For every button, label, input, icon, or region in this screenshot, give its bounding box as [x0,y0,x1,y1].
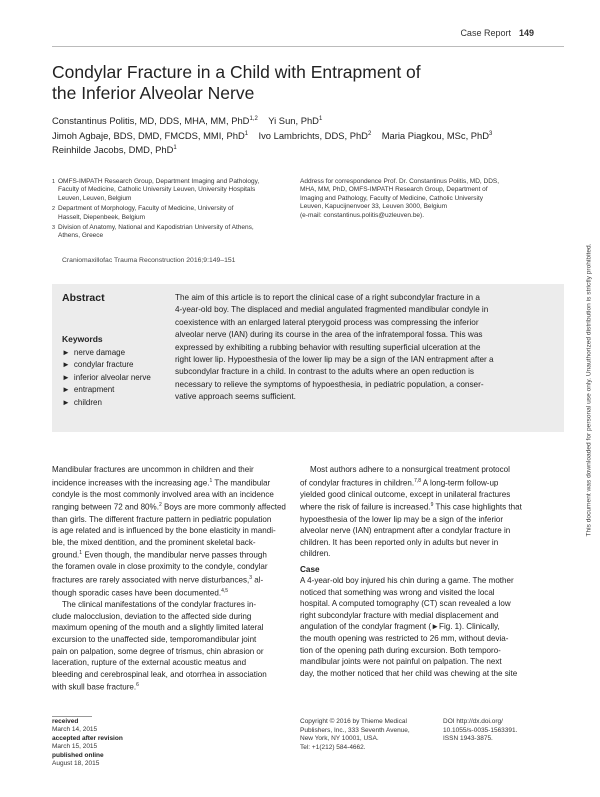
download-notice: This document was downloaded for personal use only. Unauthorized distribution is strictly prohibited. [585,243,593,537]
citation-ref: 9 [430,502,434,509]
arrow-right-icon: ► [62,385,70,395]
author-name: Yi Sun, PhD [268,115,319,127]
header-divider [52,46,564,47]
arrow-right-icon: ► [62,397,70,407]
running-header [460,28,534,38]
keyword-item: ► entrapment [62,385,115,395]
citation-ref: 1 [209,477,213,484]
arrow-right-icon: ► [62,360,70,370]
author-affil: 1 [318,116,323,122]
author-affil: 1 [244,130,249,137]
author-name: Maria Piagkou, MSc, PhD [381,129,490,141]
author-name: Jimoh Agbaje, BDS, DMD, FMCDS, MMI, PhD [52,129,245,141]
correspondence-address: Address for correspondence Prof. Dr. Constantinus Politis, MD, DDS, MHA, MM, PhD, OMFS-IMPATH Research Group, Department of Imaging and Pathology, Faculty of Medicine, Catholic University Leuven, Kapucijnenvoer 33, Leuven 3000, Belgium (e-mail: constantinus.politis@uzleuven.be). [300,178,500,219]
title-line-2: the Inferior Alveolar Nerve [52,83,255,103]
citation-ref: 1 [79,550,83,557]
author-list [52,113,562,157]
section-label: Case Report [460,28,511,38]
keyword-list [62,347,151,409]
journal-citation: Craniomaxillofac Trauma Reconstruction 2016;9:149–151 [62,257,236,264]
paragraph: Mandibular fractures are uncommon in children and their incidence increases with the increasing age.$^1$ The mandibular condyle is the most commonly involved area with an incidence ranging between 72 and 80%.$^2$ Boys are more commonly affected than girls. The different fracture pattern in pediatric population is age related and is influenced by the bone elasticity in mandi- ble, the mixed dentition, and the prominent skeletal back- ground.$^1$ Even though, the mandibular nerve passes through the foramen ovale in close proximity to the condyle, condylar fractures are rarely associated with nerve disturbances,$^3$ al- though sporadic cases have been documented.$^{4,5}$ [52,465,286,598]
footer-divider [52,716,92,717]
body-column-right [300,464,562,679]
case-heading: Case [300,564,320,574]
author-line-2 [52,128,562,143]
abstract-heading: Abstract [62,292,105,304]
author-name: Constantinus Politis, MD, DDS, MHA, MM, PhD [52,115,250,127]
citation-ref: 2 [158,502,162,509]
author-affil: 1 [173,145,177,152]
affiliation-1: 1 OMFS-IMPATH Research Group, Department Imaging and Pathology, Faculty of Medicine, Catholic University Leuven, University Hospitals Leuven, Leuven, Belgium [52,178,260,202]
affiliations [52,178,287,243]
arrow-right-icon: ► [62,348,70,357]
author-name: Ivo Lambrichts, DDS, PhD [258,129,368,141]
citation-ref: 6 [136,682,139,689]
affiliation-3: 3 Division of Anatomy, National and Kapodistrian University of Athens, Athens, Greece [52,224,254,240]
keyword-item: ► condylar fracture [62,360,134,370]
article-dates: received March 14, 2015 accepted after revision March 15, 2015 published online August 18, 2015 [52,718,123,768]
paragraph: Most authors adhere to a nonsurgical treatment protocol of condylar fractures in children.$^{7,8}$ A long-term follow-up yielded good clinical outcome, except in unilateral fractures where the risk of failure is increased.$^9$ This case highlights that hypoesthesia of the lower lip may be a sign of the inferior alveolar nerve (IAN) entrapment after a condylar fracture in children. It has been reported only in adults but never in children. [300,465,522,559]
author-affil: 2 [367,130,372,137]
citation-ref: 3 [249,574,253,581]
keyword-item: ► nerve damage [62,348,126,357]
publisher-info: Copyright © 2016 by Thieme Medical Publishers, Inc., 333 Seventh Avenue, New York, NY 10001, USA. Tel: +1(212) 584-4662. [300,718,410,751]
author-affil: 3 [489,130,493,137]
abstract-text: The aim of this article is to report the clinical case of a right subcondylar fracture in a 4-year-old boy. The displaced and medial angulated fragmented mandibular condyle in coexistence with an enlarged lateral pterygoid process was compressing the inferior alveolar nerve (IAN) during its course in the area of the infratemporal fossa. This was expressed by exhibiting a rubbing behavior with resulting superficial ulceration at the right lower lip. Hypoesthesia of the lower lip may be a sign of the IAN entrapment after a subcondylar fracture in a child. In contrast to the adults where an open reduction is necessary to relieve the symptoms of hypoesthesia, in pediatric population, a conser- vative approach seems sufficient. [175,293,494,402]
paragraph: The clinical manifestations of the condylar fractures in- clude malocclusion, deviation to the affected side during maximum opening of the mouth and a slightly limited lateral excursion to the unaffected side, temporomandibular joint pain on palpation, some degree of trismus, chin abrasion or laceration, rupture of the external acoustic meatus and bleeding and cerebrospinal leak, and otorrhea in association with skull base fracture.$^6$ [52,600,267,692]
keyword-item: ► children [62,397,102,407]
page-number: 149 [518,28,534,38]
author-name: Reinhilde Jacobs, DMD, PhD [52,144,174,156]
keywords-heading: Keywords [62,334,103,344]
author-line-1 [52,113,562,128]
author-affil: 1,2 [249,116,258,122]
paragraph: A 4-year-old boy injured his chin during a game. The mother noticed that something was wrong and visited the local hospital. A computed tomography (CT) scan revealed a low right subcondylar fracture with medial displacement and angulation of the condylar fragment (►Fig. 1). Clinically, the mouth opening was restricted to 26 mm, without devia- tion of the opening path during excursion. Both temporo- mandibular joints were not painful on palpation. The next day, the mother noticed that her child was chewing at the site [300,576,518,678]
citation-ref: 4,5 [221,588,229,595]
keyword-item: ► inferior alveolar nerve [62,372,151,382]
body-column-left [52,464,290,693]
affiliation-2: 2 Department of Morphology, Faculty of Medicine, University of Hasselt, Diepenbeek, Belgium [52,205,234,221]
arrow-right-icon: ► [62,372,70,382]
citation-ref: 7,8 [414,477,422,484]
doi-info: DOI http://dx.doi.org/ 10.1055/s-0035-1563391. ISSN 1943-3875. [443,718,518,743]
article-title [52,62,522,104]
author-line-3 [52,142,562,157]
title-line-1: Condylar Fracture in a Child with Entrapment of [52,62,421,82]
